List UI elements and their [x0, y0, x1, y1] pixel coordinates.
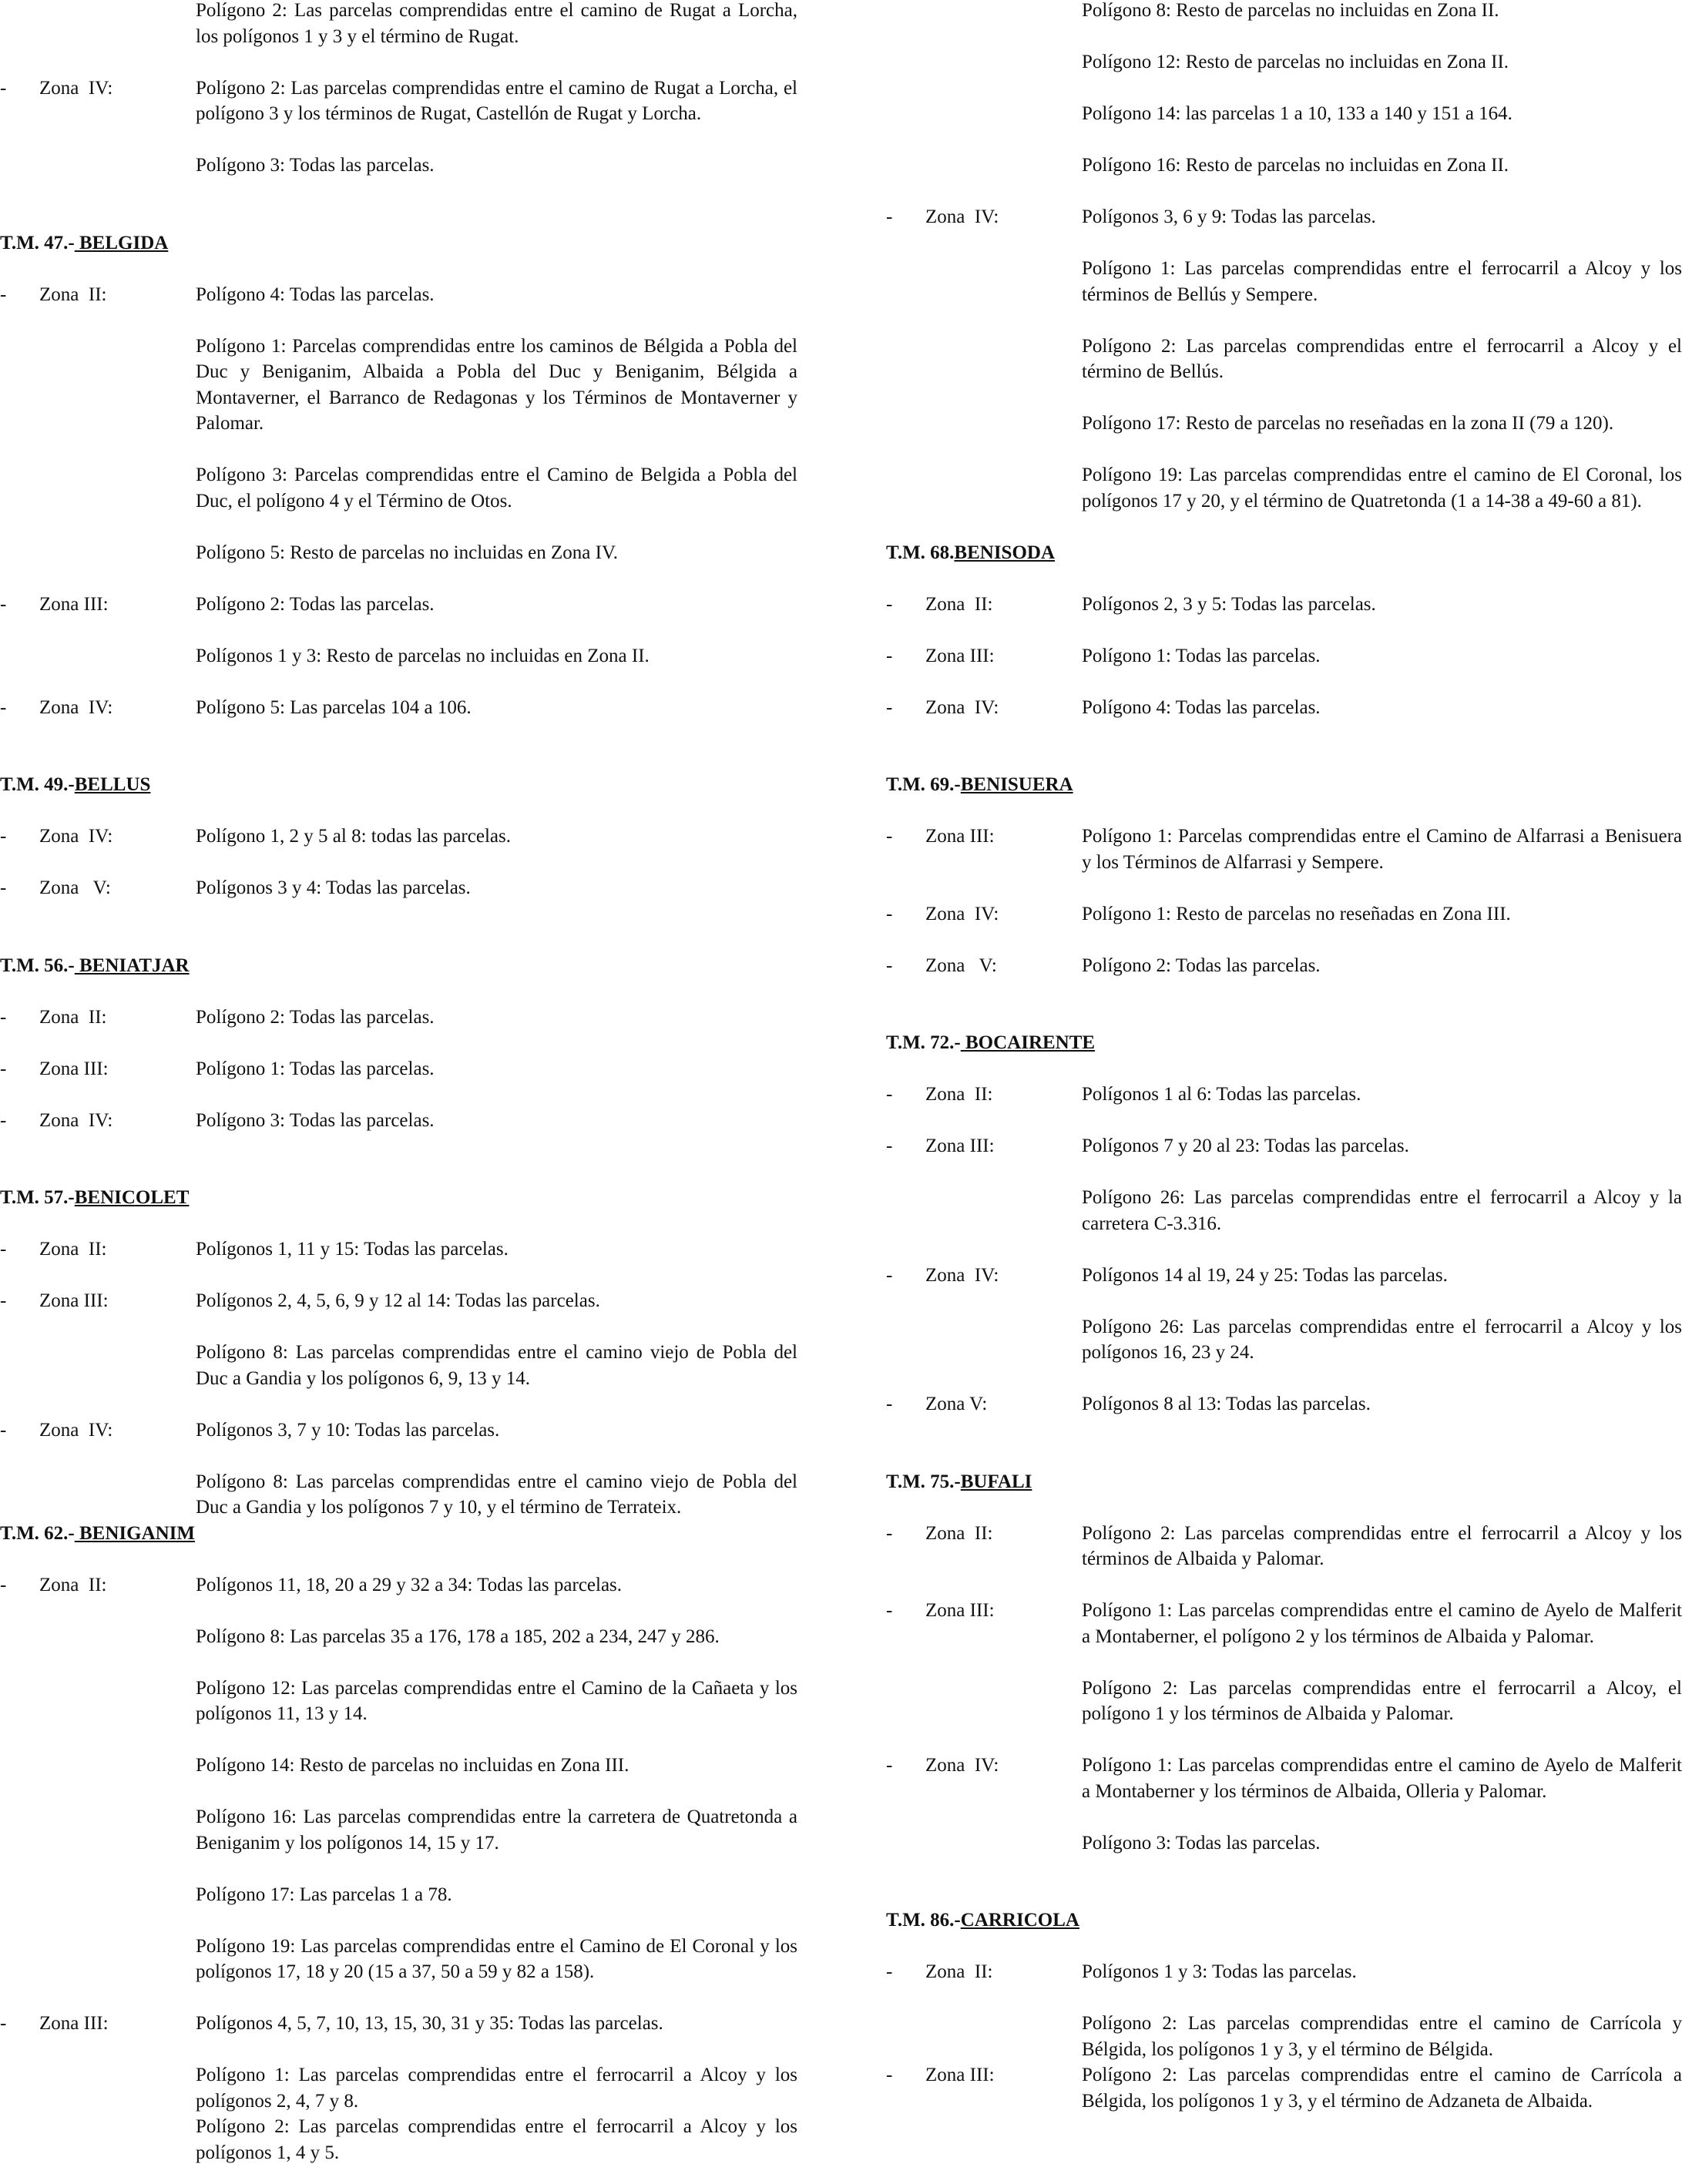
- municipality-number: T.M. 69.-: [886, 774, 961, 795]
- municipality-heading: [0, 953, 797, 979]
- zone-text: Polígono 2: Todas las parcelas.: [1082, 954, 1321, 976]
- list-dash: [886, 334, 901, 385]
- zone-text: Polígono 3: Todas las parcelas.: [196, 155, 435, 176]
- municipality-name: BOCAIRENTE: [960, 1032, 1096, 1053]
- zone-text: Polígonos 3, 6 y 9: Todas las parcelas.: [1082, 206, 1376, 227]
- municipality-name: BENIATJAR: [74, 954, 190, 976]
- zone-label: [15, 2114, 196, 2166]
- municipality-number: T.M. 62.-: [0, 1522, 75, 1544]
- zone-entry: [0, 592, 797, 618]
- zone-label: Zona IV:: [925, 1264, 999, 1286]
- zone-text: Polígono 1: Parcelas comprendidas entre los caminos de Bélgida a Pobla del Duc y Beniganim, Albaida a Pobla del Duc y Beniganim, Bélgida a Montaverner, el Barranco de Redagonas y los Términos de Montaverner y Palomar.: [196, 335, 797, 434]
- zone-label: Zona III:: [925, 1600, 995, 1621]
- list-dash: -: [886, 1136, 893, 1156]
- zone-entry: [0, 1804, 797, 1856]
- list-dash: [0, 1624, 15, 1650]
- zone-entry: [886, 1676, 1682, 1727]
- left-column: [0, 0, 797, 2166]
- zone-text: Polígono 5: Resto de parcelas no incluidas en Zona IV.: [196, 542, 619, 563]
- zone-text: Polígono 4: Todas las parcelas.: [1082, 696, 1321, 718]
- zone-label: Zona II:: [925, 1522, 993, 1544]
- zone-entry: [886, 1521, 1682, 1572]
- zone-text: Polígono 19: Las parcelas comprendidas entre el camino de El Coronal, los polígonos 17 y 20, y el término de Quatretonda (1 a 14-38 a 49-60 a 81).: [1082, 465, 1682, 512]
- municipality-heading: [886, 772, 1682, 798]
- zone-text: Polígonos 8 al 13: Todas las parcelas.: [1082, 1394, 1371, 1414]
- municipality-name: BELLUS: [74, 774, 151, 795]
- zone-label: [901, 462, 1082, 514]
- zone-label: Zona V:: [925, 954, 997, 976]
- zone-label: Zona III:: [39, 2013, 109, 2034]
- zone-label: Zona II:: [39, 1006, 107, 1028]
- zone-label: Zona II:: [925, 593, 993, 615]
- list-dash: -: [0, 283, 7, 305]
- zone-label: Zona IV:: [39, 1109, 113, 1131]
- zone-entry: [886, 49, 1682, 75]
- zone-text: Polígono 19: Las parcelas comprendidas entre el Camino de El Coronal y los polígonos 17, 18 y 20 (15 a 37, 50 a 59 y 82 a 158).: [196, 1935, 797, 1982]
- zone-text: Polígono 2: Las parcelas comprendidas entre el camino de Rugat a Lorcha, el polígono 3 y los términos de Rugat, Castellón de Rugat y Lorcha.: [196, 77, 797, 124]
- municipality-number: T.M. 47.-: [0, 232, 75, 253]
- municipality-name: BUFALI: [960, 1471, 1032, 1492]
- zone-entry: [886, 1082, 1682, 1108]
- municipality-heading: [0, 230, 797, 257]
- zone-label: Zona III:: [925, 1136, 995, 1156]
- zone-text: Polígonos 1 al 6: Todas las parcelas.: [1082, 1084, 1361, 1105]
- list-dash: [0, 0, 15, 49]
- section-spacer: [886, 1443, 1682, 1469]
- municipality-number: T.M. 57.-: [0, 1187, 75, 1208]
- zone-label: Zona II:: [39, 1574, 107, 1595]
- zone-entry: [0, 334, 797, 437]
- zone-label: [15, 2062, 196, 2114]
- zone-text: Polígono 8: Resto de parcelas no incluidas en Zona II.: [1082, 0, 1499, 21]
- zone-text: Polígono 8: Las parcelas comprendidas entre el camino viejo de Pobla del Duc a Gandia y los polígonos 6, 9, 13 y 14.: [196, 1342, 797, 1389]
- zone-label: [901, 411, 1082, 437]
- municipality-number: T.M. 86.-: [886, 1910, 961, 1931]
- zone-text: Polígono 14: Resto de parcelas no incluidas en Zona III.: [196, 1755, 629, 1776]
- zone-text: Polígono 26: Las parcelas comprendidas entre el ferrocarril a Alcoy y la carretera C-3.316.: [1082, 1187, 1682, 1234]
- municipality-name: CARRICOLA: [960, 1910, 1079, 1931]
- zone-text: Polígono 8: Las parcelas 35 a 176, 178 a 185, 202 a 234, 247 y 286.: [196, 1625, 720, 1647]
- zone-text: Polígono 2: Todas las parcelas.: [196, 593, 435, 615]
- zone-text: Polígono 16: Las parcelas comprendidas entre la carretera de Quatretonda a Beniganim y los polígonos 14, 15 y 17.: [196, 1807, 797, 1854]
- zone-entry: [886, 101, 1682, 127]
- zone-text: Polígono 2: Las parcelas comprendidas entre el ferrocarril a Alcoy y los polígonos 1, 4 y 5.: [196, 2116, 797, 2163]
- zone-label: [15, 334, 196, 437]
- zone-entry: [0, 1624, 797, 1650]
- municipality-heading: [886, 1469, 1682, 1495]
- zone-entry: [886, 2062, 1682, 2114]
- zone-text: Polígonos 1, 11 y 15: Todas las parcelas.: [196, 1239, 509, 1260]
- zone-entry: [0, 282, 797, 308]
- zone-label: [901, 49, 1082, 75]
- municipality-number: T.M. 68.: [886, 542, 955, 563]
- zone-text: Polígonos 2, 3 y 5: Todas las parcelas.: [1082, 593, 1376, 615]
- zone-text: Polígono 1: Las parcelas comprendidas entre el camino de Ayelo de Malferit a Montaberner, el polígono 2 y los términos de Albaida y Palomar.: [1082, 1600, 1682, 1647]
- list-dash: [886, 462, 901, 514]
- zone-label: [15, 1676, 196, 1727]
- list-dash: -: [0, 696, 7, 718]
- list-dash: -: [886, 1755, 893, 1776]
- list-dash: [0, 2114, 15, 2166]
- zone-text: Polígono 26: Las parcelas comprendidas entre el ferrocarril a Alcoy y los polígonos 16, 23 y 24.: [1082, 1316, 1682, 1363]
- zone-label: [901, 101, 1082, 127]
- list-dash: [0, 540, 15, 566]
- zone-entry: [0, 1934, 797, 1985]
- zone-label: Zona III:: [39, 1290, 109, 1311]
- zone-text: Polígono 2: Las parcelas comprendidas entre el ferrocarril a Alcoy y los términos de Albaida y Palomar.: [1082, 1522, 1682, 1569]
- section-spacer: [0, 1159, 797, 1186]
- list-dash: [0, 1340, 15, 1391]
- list-dash: -: [886, 1961, 893, 1982]
- section-spacer: [886, 1005, 1682, 1031]
- zone-label: Zona II:: [39, 283, 107, 305]
- zone-text: Polígono 1: Resto de parcelas no reseñadas en Zona III.: [1082, 903, 1511, 924]
- zone-text: Polígono 1: Las parcelas comprendidas entre el camino de Ayelo de Malferit a Montaberner y los términos de Albaida, Olleria y Palomar.: [1082, 1755, 1682, 1802]
- zone-label: Zona II:: [925, 1084, 993, 1105]
- list-dash: -: [886, 1600, 893, 1621]
- list-dash: -: [886, 1522, 893, 1544]
- zone-entry: [0, 1340, 797, 1391]
- list-dash: [0, 1804, 15, 1856]
- zone-entry: [0, 0, 797, 49]
- section-spacer: [886, 746, 1682, 773]
- list-dash: [886, 411, 901, 437]
- zone-label: [901, 1314, 1082, 1366]
- zone-entry: [0, 1288, 797, 1314]
- list-dash: [0, 2062, 15, 2114]
- municipality-name: BENIGANIM: [74, 1522, 196, 1544]
- list-dash: -: [886, 1264, 893, 1286]
- zone-entry: [886, 1263, 1682, 1289]
- zone-text: Polígono 12: Las parcelas comprendidas entre el Camino de la Cañaeta y los polígonos 11, 13 y 14.: [196, 1677, 797, 1724]
- zone-label: Zona III:: [39, 1058, 109, 1079]
- list-dash: -: [886, 2065, 893, 2085]
- zone-text: Polígono 5: Las parcelas 104 a 106.: [196, 696, 472, 718]
- zone-entry: [886, 334, 1682, 385]
- zone-label: [901, 0, 1082, 24]
- zone-text: Polígono 3: Parcelas comprendidas entre el Camino de Belgida a Pobla del Duc, el polígono 4 y el Término de Otos.: [196, 465, 797, 512]
- zone-entry: [0, 1469, 797, 1521]
- zone-label: [15, 1882, 196, 1908]
- zone-label: Zona V:: [39, 877, 111, 898]
- right-column: [886, 0, 1682, 2114]
- zone-entry: [0, 1753, 797, 1779]
- zone-label: Zona III:: [925, 826, 995, 847]
- zone-entry: [886, 153, 1682, 179]
- zone-entry: [0, 824, 797, 850]
- zone-entry: [886, 1959, 1682, 1985]
- list-dash: -: [0, 1290, 7, 1311]
- zone-entry: [886, 1133, 1682, 1159]
- list-dash: [0, 1676, 15, 1727]
- zone-text: Polígono 3: Todas las parcelas.: [196, 1109, 435, 1131]
- list-dash: -: [886, 206, 893, 227]
- zone-entry: [886, 1314, 1682, 1366]
- zone-text: Polígono 2: Las parcelas comprendidas entre el ferrocarril a Alcoy y el término de Bellús.: [1082, 335, 1682, 382]
- section-spacer: [0, 927, 797, 953]
- list-dash: [886, 49, 901, 75]
- list-dash: -: [0, 2013, 7, 2034]
- zone-entry: [886, 695, 1682, 721]
- zone-label: Zona IV:: [925, 1755, 999, 1776]
- zone-label: [15, 1469, 196, 1521]
- zone-text: Polígonos 2, 4, 5, 6, 9 y 12 al 14: Todas las parcelas.: [196, 1290, 600, 1311]
- zone-text: Polígono 8: Las parcelas comprendidas entre el camino viejo de Pobla del Duc a Gandia y los polígonos 7 y 10, y el término de Terrateix.: [196, 1471, 797, 1518]
- list-dash: -: [886, 696, 893, 718]
- zone-entry: [0, 1108, 797, 1134]
- zone-entry: [0, 1005, 797, 1031]
- zone-text: Polígono 2: Las parcelas comprendidas entre el camino de Rugat a Lorcha, los polígonos 1 y 3 y el término de Rugat.: [196, 0, 797, 47]
- zone-label: Zona IV:: [39, 696, 113, 718]
- zone-text: Polígonos 14 al 19, 24 y 25: Todas las parcelas.: [1082, 1264, 1448, 1286]
- section-spacer: [0, 746, 797, 773]
- list-dash: [886, 1676, 901, 1727]
- zone-text: Polígono 17: Las parcelas 1 a 78.: [196, 1884, 452, 1905]
- list-dash: [0, 1469, 15, 1521]
- list-dash: -: [0, 593, 7, 615]
- zone-entry: [0, 2114, 797, 2166]
- list-dash: [886, 0, 901, 24]
- zone-text: Polígonos 3 y 4: Todas las parcelas.: [196, 877, 471, 898]
- zone-text: Polígono 1: Las parcelas comprendidas entre el ferrocarril a Alcoy y los polígonos 2, 4, 7 y 8.: [196, 2065, 797, 2112]
- list-dash: [886, 1185, 901, 1236]
- zone-text: Polígonos 7 y 20 al 23: Todas las parcelas.: [1082, 1136, 1409, 1156]
- zone-text: Polígono 1: Todas las parcelas.: [1082, 645, 1321, 666]
- zone-label: [15, 540, 196, 566]
- list-dash: -: [0, 826, 7, 847]
- zone-label: Zona II:: [39, 1239, 107, 1260]
- zone-label: [15, 153, 196, 179]
- list-dash: -: [0, 1006, 7, 1028]
- list-dash: [0, 153, 15, 179]
- zone-text: Polígono 1: Parcelas comprendidas entre el Camino de Alfarrasi a Benisuera y los Términos de Alfarrasi y Sempere.: [1082, 826, 1682, 873]
- zone-entry: [886, 1753, 1682, 1804]
- municipality-heading: [0, 772, 797, 798]
- zone-label: [901, 1185, 1082, 1236]
- zone-text: Polígono 12: Resto de parcelas no incluidas en Zona II.: [1082, 52, 1509, 72]
- list-dash: -: [0, 1109, 7, 1131]
- list-dash: [886, 1314, 901, 1366]
- municipality-number: T.M. 72.-: [886, 1032, 961, 1053]
- zone-entry: [0, 1572, 797, 1599]
- zone-label: [15, 0, 196, 49]
- zone-text: Polígono 3: Todas las parcelas.: [1082, 1832, 1321, 1854]
- list-dash: -: [0, 877, 7, 898]
- list-dash: [0, 1934, 15, 1985]
- zone-entry: [886, 0, 1682, 24]
- zone-label: [901, 256, 1082, 307]
- zone-entry: [0, 1882, 797, 1908]
- zone-text: Polígono 1: Las parcelas comprendidas entre el ferrocarril a Alcoy y los términos de Bellús y Sempere.: [1082, 258, 1682, 305]
- list-dash: [0, 1882, 15, 1908]
- municipality-name: BENISUERA: [960, 774, 1073, 795]
- zone-label: Zona V:: [925, 1394, 988, 1414]
- zone-entry: [886, 1185, 1682, 1236]
- list-dash: -: [0, 1574, 7, 1595]
- zone-label: Zona III:: [925, 2065, 995, 2085]
- municipality-name: BELGIDA: [74, 232, 169, 253]
- zone-text: Polígono 4: Todas las parcelas.: [196, 283, 435, 305]
- zone-entry: [886, 953, 1682, 979]
- zone-label: Zona II:: [925, 1961, 993, 1982]
- municipality-heading: [886, 1907, 1682, 1934]
- zone-entry: [0, 875, 797, 901]
- municipality-name: BENICOLET: [74, 1187, 190, 1208]
- zone-text: Polígono 1: Todas las parcelas.: [196, 1058, 435, 1079]
- zone-text: Polígono 2: Todas las parcelas.: [196, 1006, 435, 1028]
- zone-label: Zona IV:: [925, 696, 999, 718]
- zone-entry: [886, 1598, 1682, 1649]
- municipality-heading: [886, 1030, 1682, 1056]
- zone-label: [901, 2011, 1082, 2062]
- zone-entry: [886, 592, 1682, 618]
- zone-label: [15, 1753, 196, 1779]
- zone-label: Zona III:: [39, 593, 109, 615]
- municipality-heading: [0, 1185, 797, 1211]
- zone-entry: [886, 256, 1682, 307]
- zone-entry: [0, 2062, 797, 2114]
- list-dash: [886, 1830, 901, 1857]
- zone-entry: [0, 1676, 797, 1727]
- zone-label: [901, 334, 1082, 385]
- zone-text: Polígono 14: las parcelas 1 a 10, 133 a 140 y 151 a 164.: [1082, 103, 1512, 124]
- zone-label: Zona IV:: [39, 826, 113, 847]
- zone-entry: [0, 153, 797, 179]
- zone-entry: [0, 695, 797, 721]
- zone-entry: [0, 1417, 797, 1444]
- zone-text: Polígonos 11, 18, 20 a 29 y 32 a 34: Todas las parcelas.: [196, 1574, 623, 1595]
- list-dash: [0, 462, 15, 514]
- zone-entry: [0, 1056, 797, 1082]
- list-dash: [886, 101, 901, 127]
- zone-entry: [886, 1391, 1682, 1417]
- section-spacer: [0, 204, 797, 230]
- zone-entry: [886, 2011, 1682, 2062]
- zone-text: Polígonos 4, 5, 7, 10, 13, 15, 30, 31 y 35: Todas las parcelas.: [196, 2013, 663, 2034]
- municipality-heading: [0, 1521, 797, 1547]
- list-dash: [886, 2011, 901, 2062]
- zone-entry: [886, 411, 1682, 437]
- list-dash: [0, 643, 15, 669]
- zone-entry: [886, 824, 1682, 875]
- zone-text: Polígono 2: Las parcelas comprendidas entre el ferrocarril a Alcoy, el polígono 1 y los términos de Albaida y Palomar.: [1082, 1677, 1682, 1724]
- zone-label: [15, 462, 196, 514]
- zone-text: Polígonos 1 y 3: Todas las parcelas.: [1082, 1961, 1357, 1982]
- zone-entry: [0, 540, 797, 566]
- list-dash: -: [886, 1084, 893, 1105]
- zone-entry: [0, 643, 797, 669]
- municipality-number: T.M. 56.-: [0, 954, 75, 976]
- zone-entry: [886, 643, 1682, 669]
- list-dash: -: [886, 826, 893, 847]
- zone-entry: [886, 1830, 1682, 1857]
- zone-text: Polígonos 3, 7 y 10: Todas las parcelas.: [196, 1419, 500, 1441]
- zone-text: Polígono 2: Las parcelas comprendidas entre el camino de Carrícola y Bélgida, los polígonos 1 y 3, y el término de Bélgida.: [1082, 2013, 1682, 2060]
- list-dash: [886, 153, 901, 179]
- zone-label: [15, 643, 196, 669]
- section-spacer: [886, 1882, 1682, 1908]
- zone-text: Polígono 1, 2 y 5 al 8: todas las parcelas.: [196, 826, 511, 847]
- list-dash: -: [886, 903, 893, 924]
- zone-label: [15, 1624, 196, 1650]
- list-dash: [0, 1753, 15, 1779]
- municipality-number: T.M. 49.-: [0, 774, 75, 795]
- list-dash: -: [0, 1419, 7, 1441]
- zone-entry: [0, 462, 797, 514]
- list-dash: -: [886, 1394, 893, 1414]
- zone-entry: [0, 75, 797, 127]
- zone-entry: [886, 462, 1682, 514]
- zone-text: Polígonos 1 y 3: Resto de parcelas no incluidas en Zona II.: [196, 645, 650, 666]
- zone-entry: [886, 901, 1682, 928]
- zone-label: [901, 1676, 1082, 1727]
- zone-label: [15, 1340, 196, 1391]
- zone-label: Zona IV:: [39, 1419, 113, 1441]
- municipality-heading: [886, 540, 1682, 566]
- zone-text: Polígono 16: Resto de parcelas no incluidas en Zona II.: [1082, 155, 1509, 176]
- zone-label: Zona III:: [925, 645, 995, 666]
- list-dash: -: [0, 1239, 7, 1260]
- zone-entry: [0, 2011, 797, 2037]
- zone-text: Polígono 2: Las parcelas comprendidas entre el camino de Carrícola a Bélgida, los polígonos 1 y 3, y el término de Adzaneta de Albaida.: [1082, 2065, 1682, 2112]
- zone-label: [901, 1830, 1082, 1857]
- municipality-name: BENISODA: [954, 542, 1056, 563]
- zone-label: Zona IV:: [925, 903, 999, 924]
- zone-label: [901, 153, 1082, 179]
- zone-text: Polígono 17: Resto de parcelas no reseñadas en la zona II (79 a 120).: [1082, 413, 1614, 434]
- list-dash: -: [886, 954, 893, 976]
- municipality-number: T.M. 75.-: [886, 1471, 961, 1492]
- list-dash: -: [0, 77, 7, 99]
- zone-label: [15, 1804, 196, 1856]
- list-dash: -: [886, 645, 893, 666]
- zone-label: Zona IV:: [925, 206, 999, 227]
- zone-entry: [886, 204, 1682, 230]
- list-dash: -: [886, 593, 893, 615]
- list-dash: [0, 334, 15, 437]
- zone-label: [15, 1934, 196, 1985]
- list-dash: -: [0, 1058, 7, 1079]
- zone-entry: [0, 1236, 797, 1263]
- zone-label: Zona IV:: [39, 77, 113, 99]
- list-dash: [886, 256, 901, 307]
